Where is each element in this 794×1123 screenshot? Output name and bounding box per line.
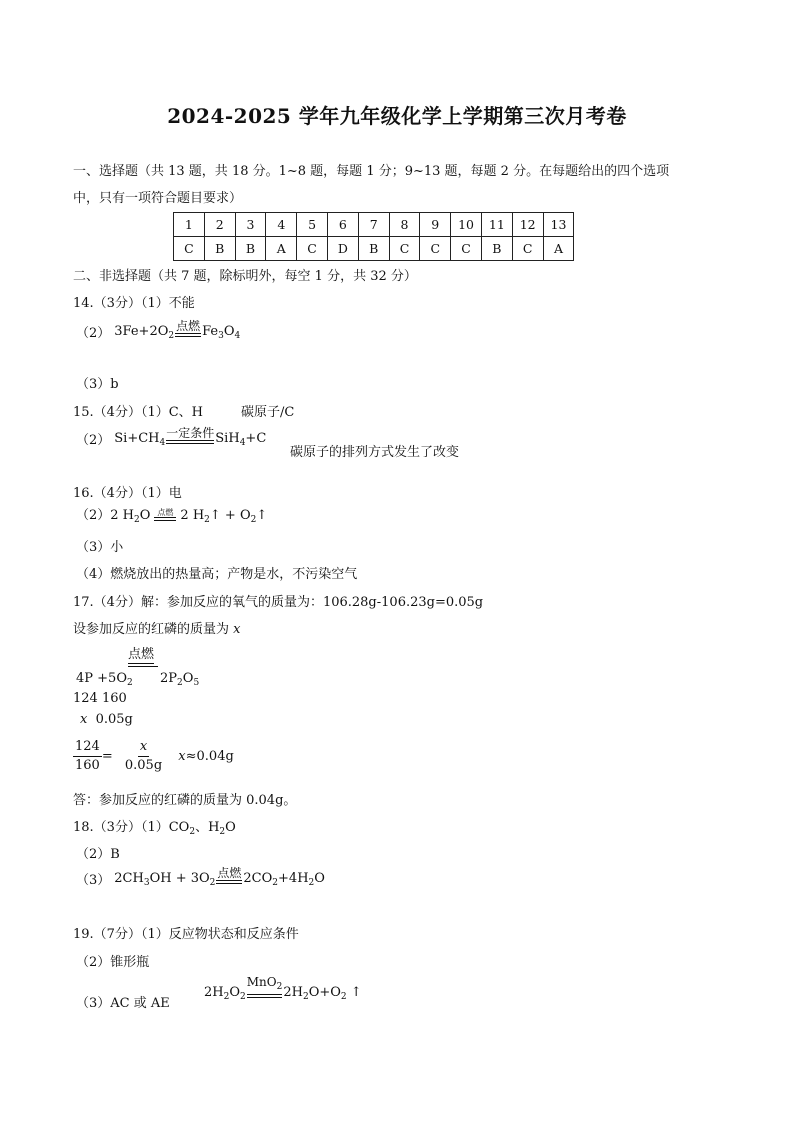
q14-line3: （3）b [76,377,119,392]
answer-table-numbers-row [174,213,574,237]
section1-line1: 一、选择题（共 13 题，共 18 分。1~8 题，每题 1 分；9~13 题，每题 2 分。在每题给出的四个选项 [73,164,670,179]
q17-proportion: $\frac{124}{160}$ = $\frac{x}{0.05g}$ x≈0.04g [75,739,234,773]
q16-line3: （3）小 [76,540,124,555]
q18-eq-right: $2CO_2+4H_2O$ [243,871,325,888]
question-number-cell: 12 [512,213,543,237]
q15-eq-right: SiH$_4$+C [215,431,267,448]
q16-line1: 16.（4分）（1）电 [73,486,182,501]
q17-unknown-row: x 0.05g [80,712,133,727]
question-number-cell: 5 [297,213,328,237]
q17-line1: 17.（4分）解：参加反应的氧气的质量为：106.28g-106.23g=0.05g [73,595,484,610]
q17-fraction-2: $\frac{x}{0.05g}$ [124,739,163,773]
q18-line1: 18.（3分）$(1)CO_2$、$H_2O$ [73,820,236,837]
q18-part-label: （3） [76,873,111,888]
q15-eq-left: $Si+CH_4$ [114,431,166,448]
question-number-cell: 2 [204,213,235,237]
q14-eq-right: $Fe_3O_4$ [202,324,241,341]
q17-answer: 答：参加反应的红磷的质量为 0.04g。 [73,793,297,808]
answer-cell: C [512,237,543,261]
q16-line2 [76,504,267,525]
answer-cell: B [204,237,235,261]
q18-eq-condition: 点燃 [216,867,242,888]
question-number-cell: 13 [543,213,574,237]
q19-line3: （3）AC 或 AE [76,996,170,1011]
q14-part-label: （2） [76,326,111,341]
q17-eq-condition: 点燃 [128,643,158,667]
q19-eq-condition: MnO$_2$ [247,976,283,1002]
q15-eq-condition: 一定条件 [166,427,214,448]
question-number-cell: 10 [451,213,482,237]
answer-cell: C [174,237,205,261]
answer-table-answers-row [174,237,574,261]
q14-line2 [76,320,240,341]
q18-line3 [76,867,325,888]
q14-line1: 14.（3分）（1）不能 [73,296,195,311]
q14-eq-condition: 点燃 [175,320,201,341]
q17-eq-left: $4P +5O_2$ [76,671,133,688]
answer-cell: C [451,237,482,261]
answer-cell: D [327,237,358,261]
question-number-cell: 7 [358,213,389,237]
answer-cell: B [358,237,389,261]
question-number-cell: 1 [174,213,205,237]
answer-cell: C [389,237,420,261]
question-number-cell: 9 [420,213,451,237]
q15-part-label: （2） [76,433,111,448]
q19-equation [204,976,362,1002]
answer-table [173,212,574,261]
q19-line2: （2）锥形瓶 [76,955,150,970]
q19-eq-left: $2H_2O_2$ [204,985,246,1002]
question-number-cell: 3 [235,213,266,237]
question-number-cell: 4 [266,213,297,237]
q16-eq-right: 2 $H_2↑$ + $O_2↑$ [180,508,268,525]
question-number-cell: 11 [481,213,512,237]
section2-heading: 二、非选择题（共 7 题，除标明外，每空 1 分，共 32 分） [73,269,417,284]
q17-result: x≈0.04g [178,749,234,764]
answer-cell: B [481,237,512,261]
q16-eq-left: （2）2 $H_2O$ [76,508,151,525]
q17-fraction-1: $\frac{124}{160}$ [75,739,100,773]
question-number-cell: 8 [389,213,420,237]
answer-cell: A [543,237,574,261]
question-number-cell: 6 [327,213,358,237]
page-title: 2024-2025 学年九年级化学上学期第三次月考卷 [167,104,627,128]
answer-cell: C [297,237,328,261]
answer-cell: B [235,237,266,261]
q15-line1b: 碳原子/C [241,405,295,420]
q18-eq-left: $2CH_3OH + 3O_2$ [114,871,216,888]
q15-line2b: 碳原子的排列方式发生了改变 [290,445,460,460]
q19-eq-right: $2H_2O+O_2$ ↑ [283,985,362,1002]
q17-eq-right: $2P_2O_5$ [160,671,200,688]
answer-cell: C [420,237,451,261]
answer-cell: A [266,237,297,261]
q15-line2 [76,427,266,448]
q18-line2: （2）B [76,847,120,862]
q17-mass-row: 124 160 [73,691,127,706]
q17-line2: 设参加反应的红磷的质量为 x [73,622,241,637]
q19-line1: 19.（7分）（1）反应物状态和反应条件 [73,927,299,942]
q15-line1: 15.（4分）（1）C、H [73,405,204,420]
section1-line2: 中，只有一项符合题目要求） [73,191,243,206]
q16-line4: （4）燃烧放出的热量高；产物是水，不污染空气 [76,567,358,582]
q16-eq-condition: 点燃 [154,508,176,525]
q14-eq-left: $3Fe+2O_2$ [114,324,175,341]
